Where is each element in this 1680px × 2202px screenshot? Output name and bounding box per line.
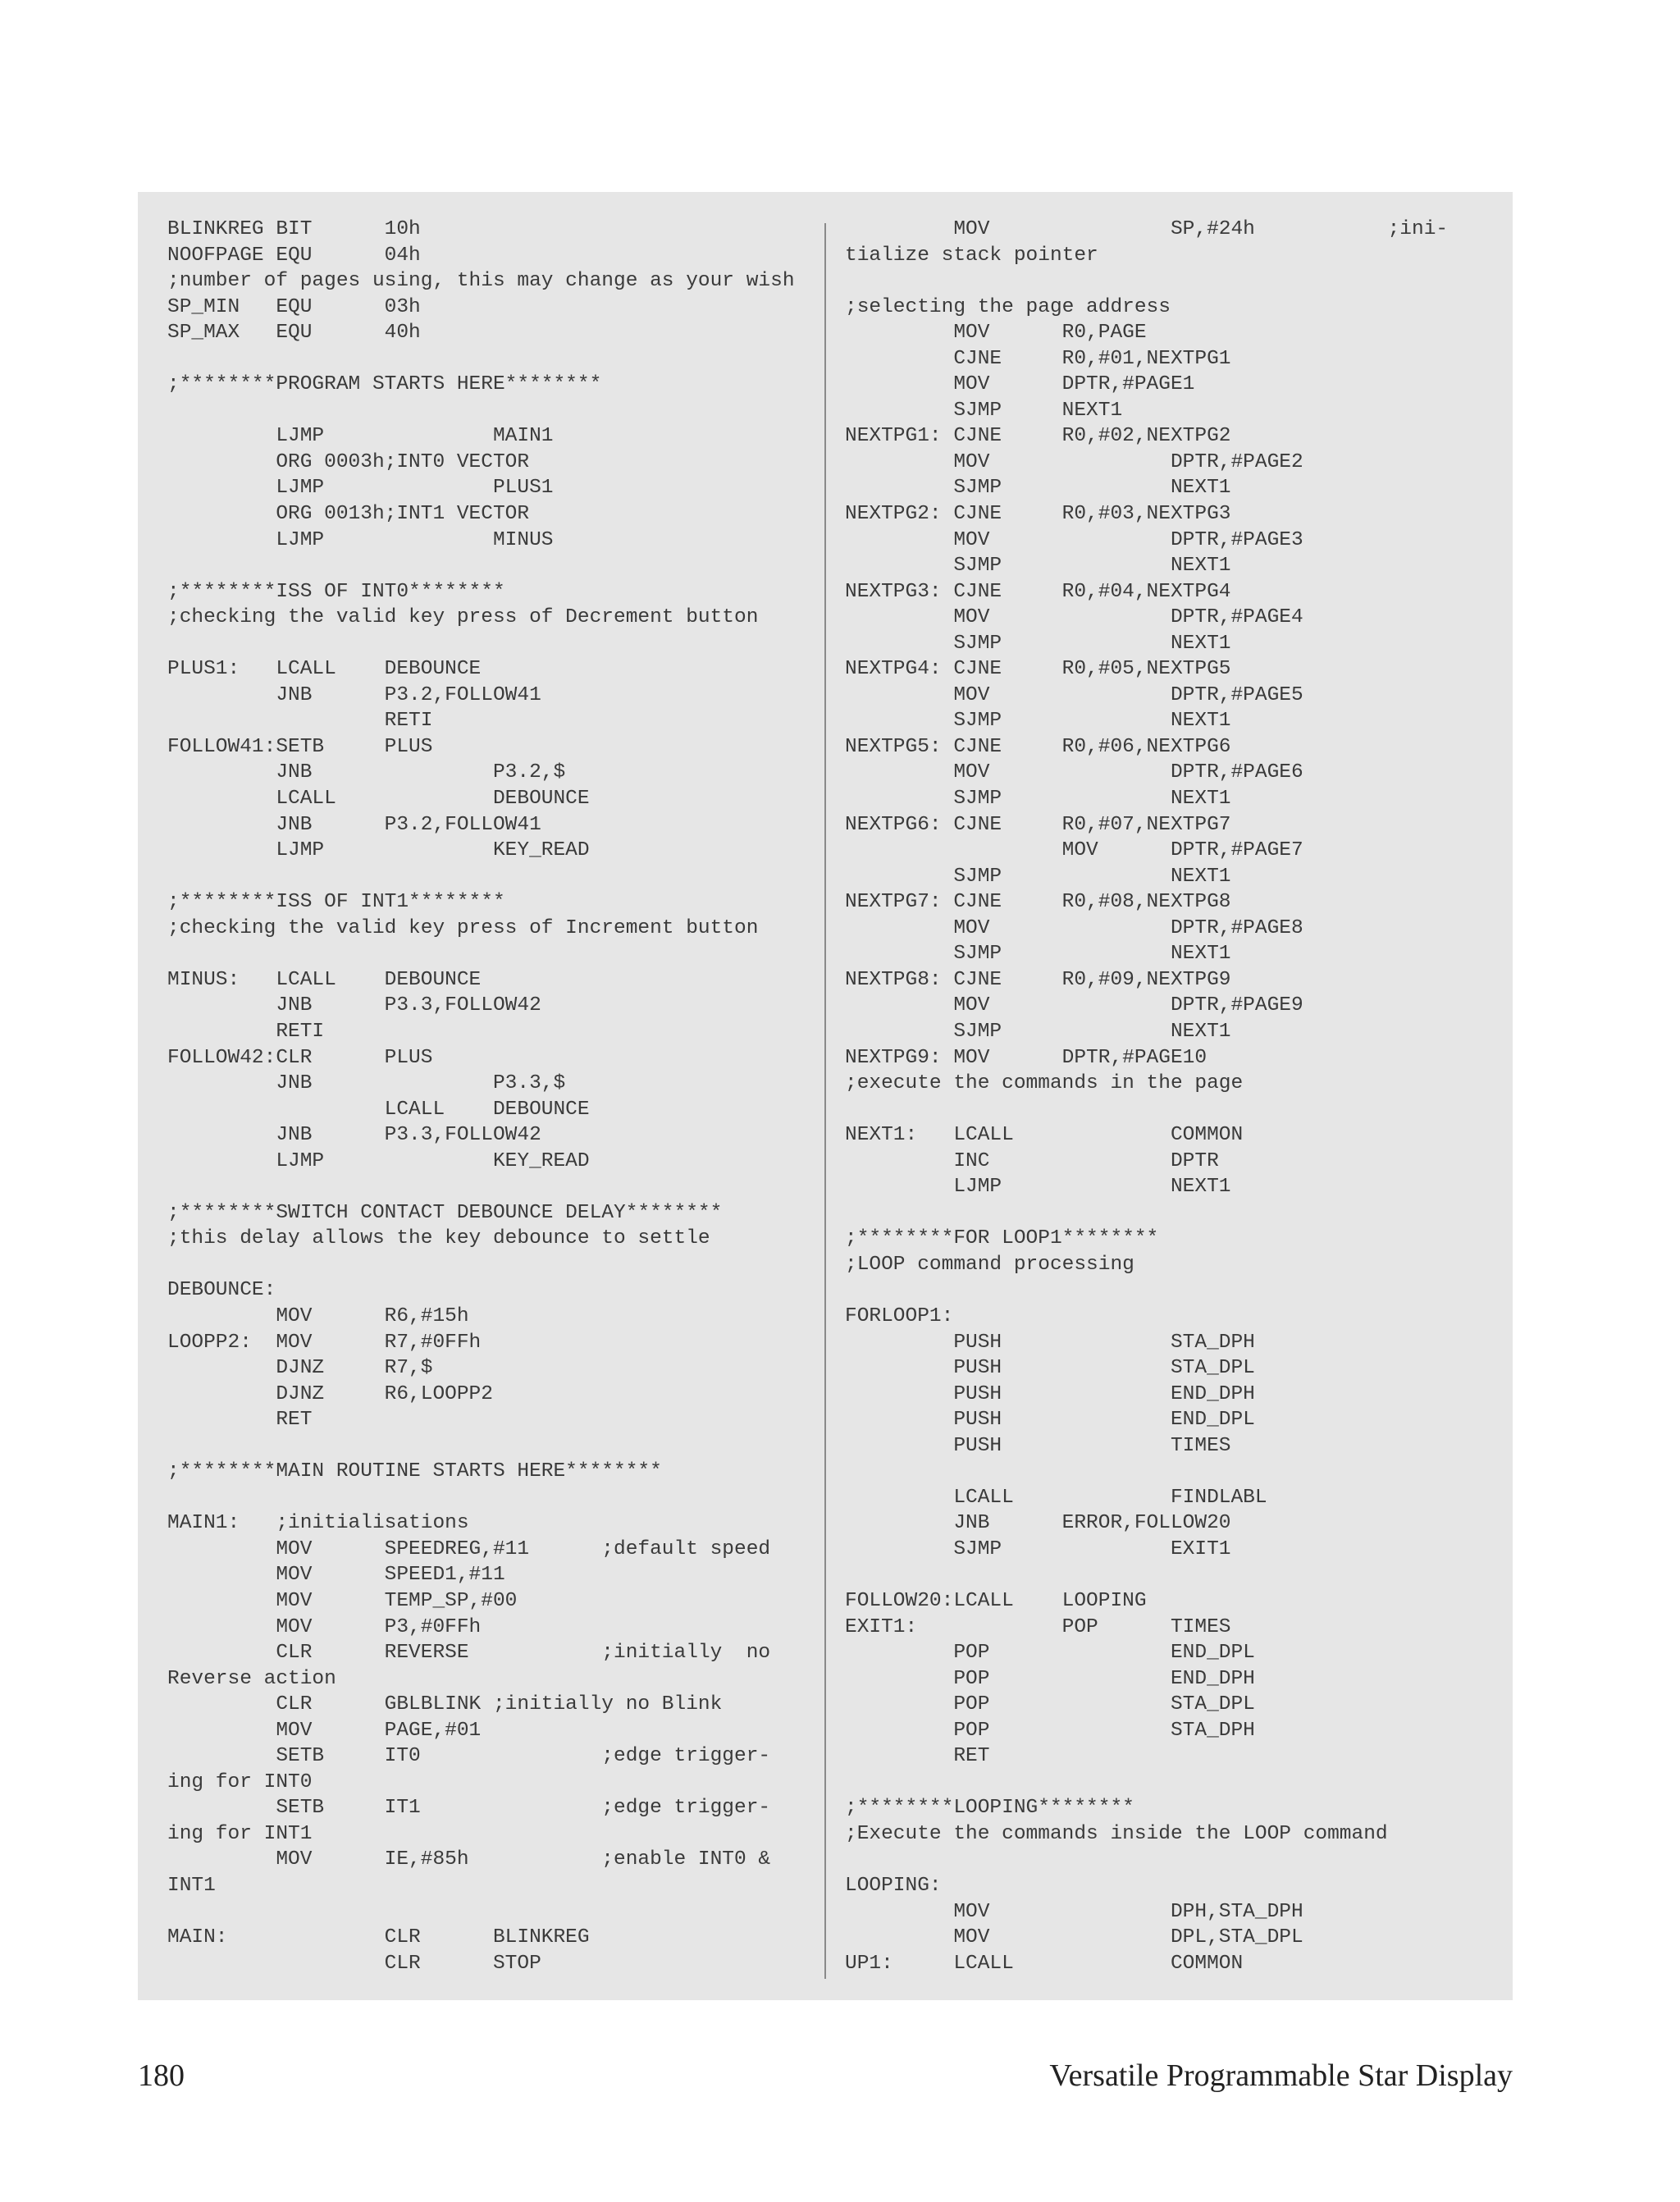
- code-line: MINUS: LCALL DEBOUNCE: [167, 968, 482, 991]
- code-line: RETI: [167, 1020, 325, 1043]
- code-line: LOOPING:: [845, 1875, 942, 1897]
- code-line: SJMP NEXT1: [845, 1020, 1231, 1043]
- code-line: NEXT1: LCALL COMMON: [845, 1124, 1244, 1147]
- code-line: SJMP NEXT1: [845, 555, 1231, 578]
- code-line: ;checking the valid key press of Decrement button: [167, 606, 759, 629]
- code-line: ;LOOP command processing: [845, 1253, 1134, 1276]
- code-line: SJMP NEXT1: [845, 632, 1231, 655]
- code-line: MOV DPTR,#PAGE4: [845, 606, 1303, 629]
- code-line: SP_MIN EQU 03h: [167, 295, 421, 318]
- code-line: ;********LOOPING********: [845, 1797, 1134, 1820]
- code-column-right: [845, 217, 1493, 1976]
- page-number: 180: [138, 2058, 185, 2093]
- code-line: NEXTPG3: CJNE R0,#04,NEXTPG4: [845, 580, 1231, 603]
- code-line: MOV R6,#15h: [167, 1304, 469, 1327]
- code-line: MOV PAGE,#01: [167, 1719, 482, 1742]
- code-line: SJMP EXIT1: [845, 1537, 1231, 1560]
- code-line: MOV DPTR,#PAGE1: [845, 373, 1195, 396]
- code-line: LCALL DEBOUNCE: [167, 788, 590, 811]
- code-line: EXIT1: POP TIMES: [845, 1615, 1231, 1638]
- code-line: MOV R0,PAGE: [845, 322, 1147, 345]
- code-line: FOLLOW20:LCALL LOOPING: [845, 1589, 1147, 1612]
- code-line: JNB ERROR,FOLLOW20: [845, 1512, 1231, 1535]
- code-line: DJNZ R7,$: [167, 1357, 433, 1380]
- code-line: POP STA_DPL: [845, 1693, 1255, 1716]
- code-line: [167, 1252, 807, 1278]
- code-line: SJMP NEXT1: [845, 943, 1231, 966]
- code-line: DJNZ R6,LOOPP2: [167, 1382, 493, 1405]
- code-line: [845, 1277, 1493, 1304]
- code-line: LCALL FINDLABL: [845, 1486, 1267, 1509]
- code-line: LOOPP2: MOV R7,#0FFh: [167, 1331, 482, 1354]
- code-line: SJMP NEXT1: [845, 477, 1231, 500]
- code-line: JNB P3.2,FOLLOW41: [167, 683, 541, 706]
- code-line: NEXTPG8: CJNE R0,#09,NEXTPG9: [845, 968, 1231, 991]
- code-line: [167, 864, 807, 890]
- code-line: [167, 398, 807, 424]
- column-divider: [824, 223, 826, 1979]
- code-line: NEXTPG5: CJNE R0,#06,NEXTPG6: [845, 735, 1231, 758]
- code-line: JNB P3.2,$: [167, 761, 566, 784]
- code-line: ORG 0003h;INT0 VECTOR: [167, 450, 530, 473]
- code-line: [167, 631, 807, 657]
- code-line: PUSH END_DPH: [845, 1382, 1255, 1405]
- code-line: [845, 1847, 1493, 1873]
- code-line: [845, 1562, 1493, 1588]
- code-line: NEXTPG9: MOV DPTR,#PAGE10: [845, 1046, 1208, 1069]
- code-line: NEXTPG7: CJNE R0,#08,NEXTPG8: [845, 891, 1231, 914]
- code-line: ;execute the commands in the page: [845, 1072, 1244, 1095]
- code-line: SJMP NEXT1: [845, 865, 1231, 888]
- code-line: [167, 941, 807, 967]
- code-line: CLR REVERSE ;initially no: [167, 1642, 771, 1665]
- code-line: MOV P3,#0FFh: [167, 1615, 482, 1638]
- code-line: RET: [167, 1409, 313, 1432]
- code-line: ;checking the valid key press of Increment button: [167, 916, 759, 939]
- code-line: [167, 1433, 807, 1460]
- code-line: LJMP MINUS: [167, 528, 554, 551]
- code-line: MOV SPEED1,#11: [167, 1564, 505, 1587]
- code-line: INC DPTR: [845, 1149, 1219, 1172]
- code-line: SETB IT1 ;edge trigger-: [167, 1797, 771, 1820]
- code-line: LJMP NEXT1: [845, 1176, 1231, 1199]
- code-line: ;********SWITCH CONTACT DEBOUNCE DELAY********: [167, 1201, 723, 1224]
- code-line: NEXTPG4: CJNE R0,#05,NEXTPG5: [845, 658, 1231, 681]
- code-line: CLR GBLBLINK ;initially no Blink: [167, 1693, 723, 1716]
- code-line: MOV TEMP_SP,#00: [167, 1589, 518, 1612]
- code-line: MOV DPTR,#PAGE7: [845, 839, 1303, 862]
- code-line: BLINKREG BIT 10h: [167, 218, 421, 240]
- code-line: JNB P3.3,FOLLOW42: [167, 994, 541, 1017]
- code-listing-panel: [138, 192, 1513, 2000]
- code-line: [845, 268, 1493, 295]
- code-line: [167, 553, 807, 579]
- code-line: NOOFPAGE EQU 04h: [167, 244, 421, 267]
- code-line: [167, 1174, 807, 1200]
- code-line: NEXTPG1: CJNE R0,#02,NEXTPG2: [845, 425, 1231, 448]
- code-line: JNB P3.3,$: [167, 1072, 566, 1095]
- code-line: ;********PROGRAM STARTS HERE********: [167, 373, 602, 396]
- code-line: LJMP KEY_READ: [167, 1149, 590, 1172]
- code-line: [167, 346, 807, 372]
- code-line: [845, 1097, 1493, 1123]
- code-line: PUSH STA_DPH: [845, 1331, 1255, 1354]
- code-line: FORLOOP1:: [845, 1304, 954, 1327]
- code-line: INT1: [167, 1875, 216, 1897]
- code-line: ing for INT1: [167, 1822, 313, 1845]
- code-line: ing for INT0: [167, 1770, 313, 1793]
- code-line: MOV DPTR,#PAGE9: [845, 994, 1303, 1017]
- code-line: NEXTPG6: CJNE R0,#07,NEXTPG7: [845, 813, 1231, 836]
- code-line: CLR STOP: [167, 1952, 541, 1975]
- code-line: MOV DPTR,#PAGE8: [845, 916, 1303, 939]
- code-line: MOV DPL,STA_DPL: [845, 1926, 1303, 1949]
- running-title: Versatile Programmable Star Display: [1049, 2058, 1513, 2093]
- code-line: ;********MAIN ROUTINE STARTS HERE********: [167, 1460, 662, 1483]
- code-line: DEBOUNCE:: [167, 1279, 276, 1302]
- code-line: RETI: [167, 710, 433, 733]
- code-line: RET: [845, 1745, 990, 1768]
- code-line: PLUS1: LCALL DEBOUNCE: [167, 658, 482, 681]
- code-line: ;********FOR LOOP1********: [845, 1227, 1159, 1250]
- code-line: UP1: LCALL COMMON: [845, 1952, 1244, 1975]
- code-line: SJMP NEXT1: [845, 710, 1231, 733]
- code-line: NEXTPG2: CJNE R0,#03,NEXTPG3: [845, 503, 1231, 526]
- code-line: MOV DPTR,#PAGE6: [845, 761, 1303, 784]
- code-line: SP_MAX EQU 40h: [167, 322, 421, 345]
- code-line: CJNE R0,#01,NEXTPG1: [845, 347, 1231, 370]
- code-line: Reverse action: [167, 1667, 336, 1690]
- code-line: MOV SPEEDREG,#11 ;default speed: [167, 1537, 771, 1560]
- code-line: [845, 1200, 1493, 1227]
- code-line: tialize stack pointer: [845, 244, 1098, 267]
- code-line: MAIN: CLR BLINKREG: [167, 1926, 590, 1949]
- code-line: MOV DPTR,#PAGE5: [845, 683, 1303, 706]
- code-line: MOV DPH,STA_DPH: [845, 1900, 1303, 1923]
- code-column-left: [167, 217, 807, 1976]
- code-line: MOV DPTR,#PAGE3: [845, 528, 1303, 551]
- code-line: [167, 1899, 807, 1926]
- code-line: ;Execute the commands inside the LOOP command: [845, 1822, 1388, 1845]
- code-line: JNB P3.2,FOLLOW41: [167, 813, 541, 836]
- code-line: FOLLOW42:CLR PLUS: [167, 1046, 433, 1069]
- code-line: LJMP KEY_READ: [167, 839, 590, 862]
- code-line: MOV SP,#24h ;ini-: [845, 218, 1449, 240]
- code-line: FOLLOW41:SETB PLUS: [167, 735, 433, 758]
- code-line: [167, 1485, 807, 1511]
- code-line: LJMP MAIN1: [167, 425, 554, 448]
- code-line: [845, 1459, 1493, 1485]
- code-line: POP END_DPH: [845, 1667, 1255, 1690]
- code-line: POP END_DPL: [845, 1642, 1255, 1665]
- code-line: LCALL DEBOUNCE: [167, 1098, 590, 1121]
- code-line: LJMP PLUS1: [167, 477, 554, 500]
- code-line: POP STA_DPH: [845, 1719, 1255, 1742]
- code-line: PUSH STA_DPL: [845, 1357, 1255, 1380]
- code-line: ORG 0013h;INT1 VECTOR: [167, 503, 530, 526]
- code-line: MOV DPTR,#PAGE2: [845, 450, 1303, 473]
- code-line: SJMP NEXT1: [845, 399, 1123, 422]
- code-line: ;********ISS OF INT1********: [167, 891, 505, 914]
- code-line: ;this delay allows the key debounce to settle: [167, 1227, 710, 1250]
- code-line: SJMP NEXT1: [845, 788, 1231, 811]
- code-line: SETB IT0 ;edge trigger-: [167, 1745, 771, 1768]
- code-line: ;********ISS OF INT0********: [167, 580, 505, 603]
- code-line: MAIN1: ;initialisations: [167, 1512, 469, 1535]
- code-line: [845, 1770, 1493, 1796]
- code-line: PUSH TIMES: [845, 1434, 1231, 1457]
- code-line: MOV IE,#85h ;enable INT0 &: [167, 1848, 771, 1871]
- code-line: ;selecting the page address: [845, 295, 1171, 318]
- code-line: PUSH END_DPL: [845, 1409, 1255, 1432]
- code-line: ;number of pages using, this may change as your wish: [167, 270, 795, 293]
- code-line: JNB P3.3,FOLLOW42: [167, 1124, 541, 1147]
